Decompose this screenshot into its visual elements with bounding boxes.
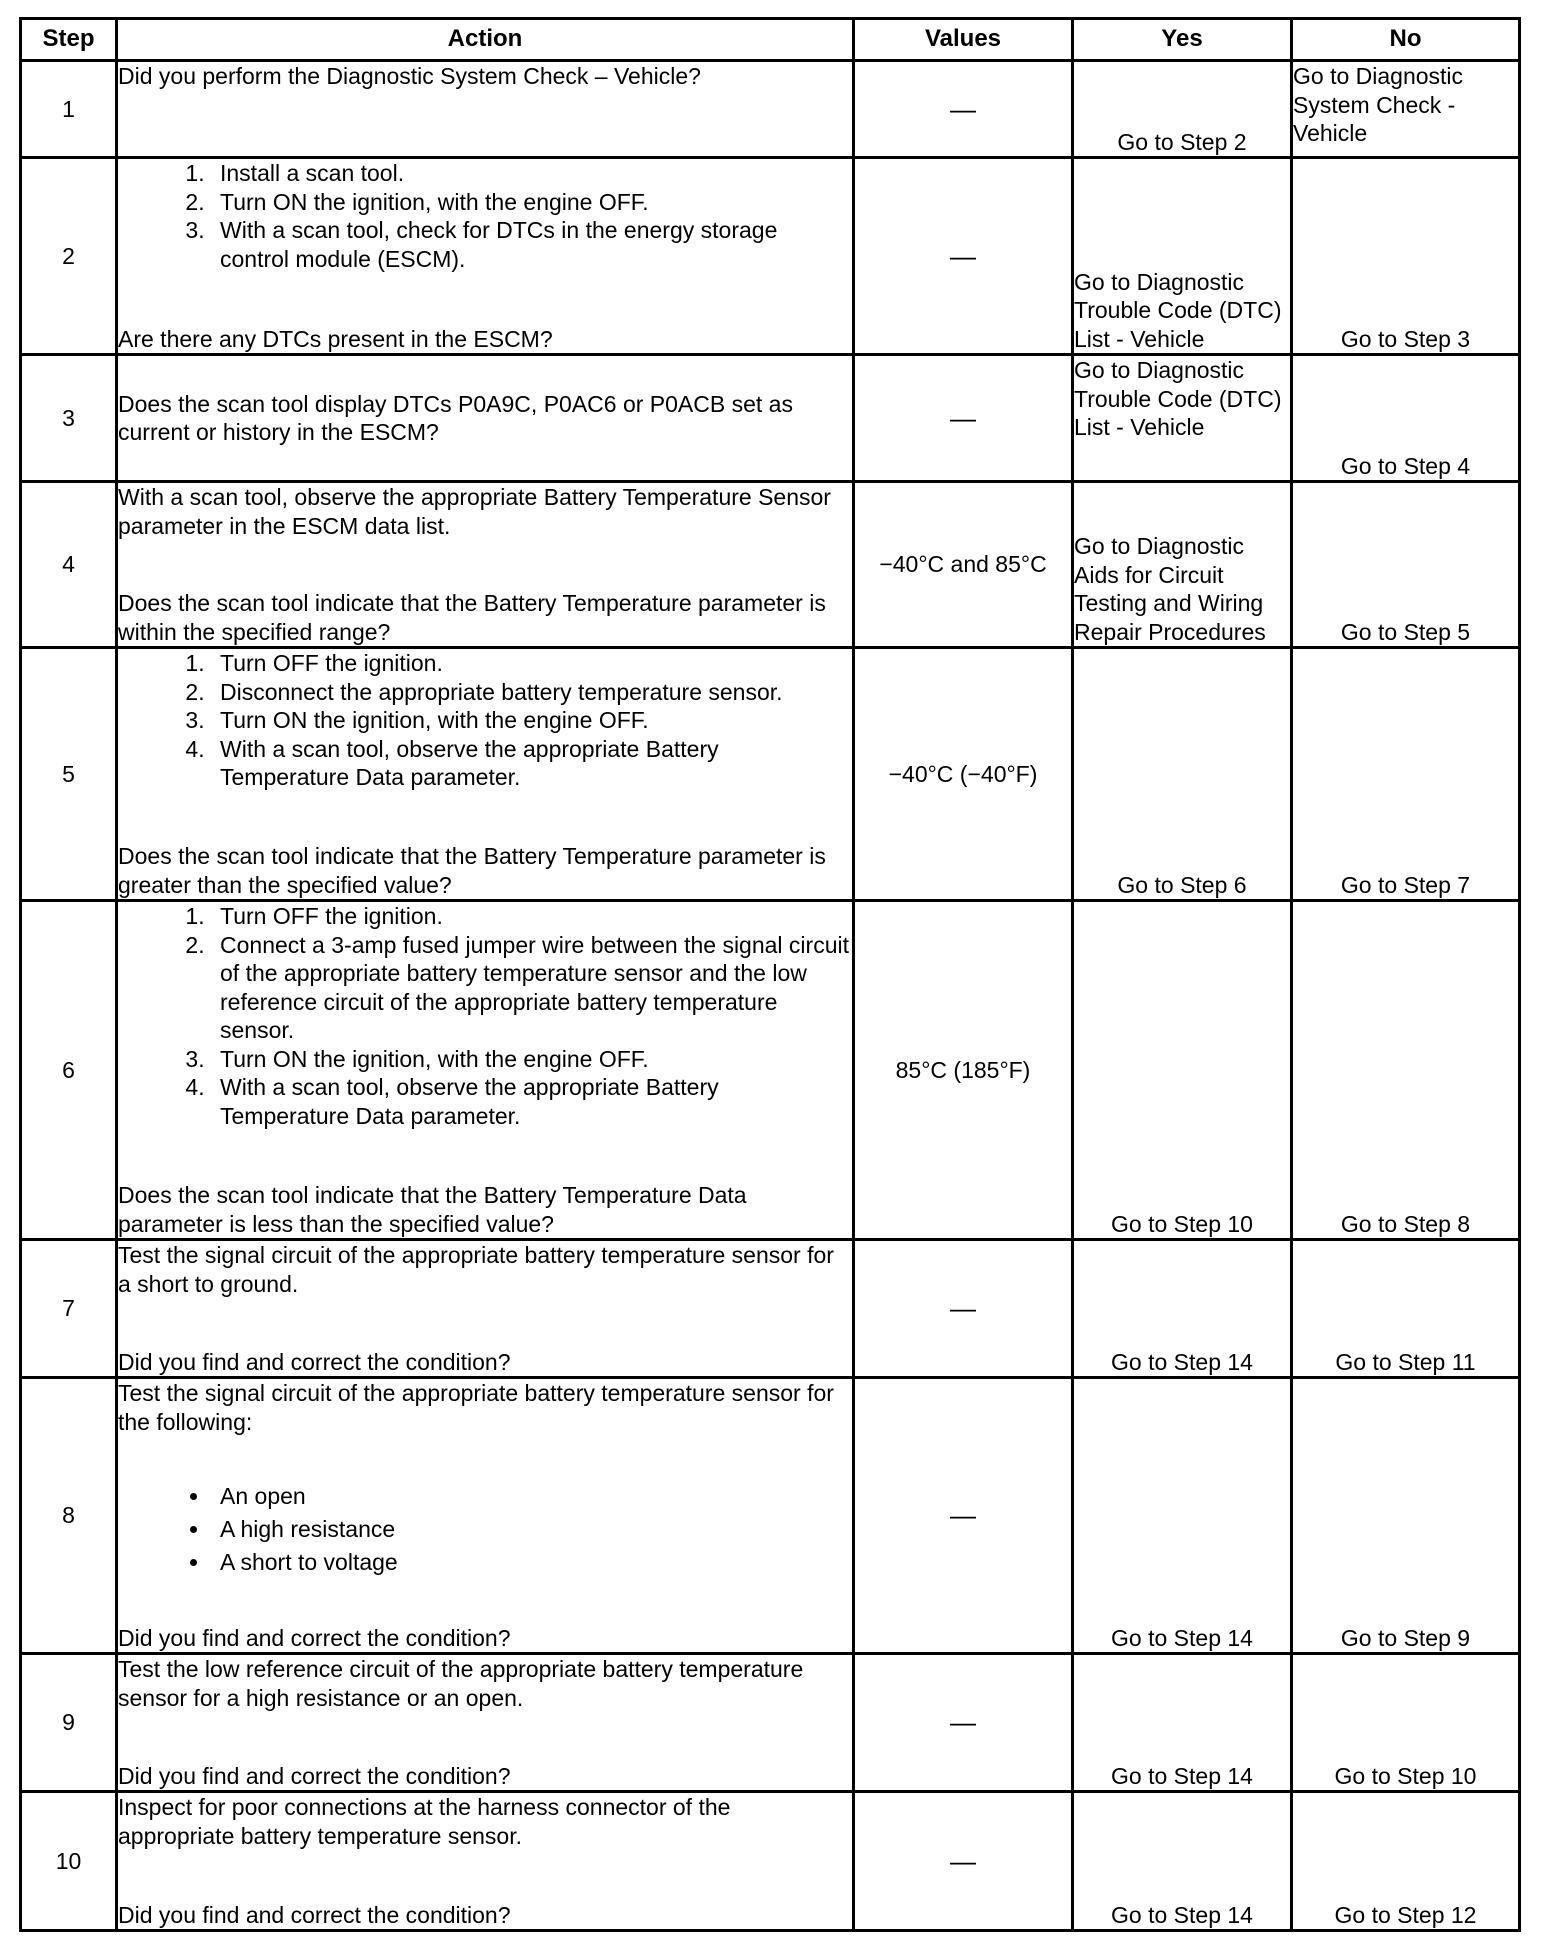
no-cell: Go to Step 5 xyxy=(1292,482,1520,648)
action-step: 3. With a scan tool, check for DTCs in the energy storage control module (ESCM). xyxy=(211,216,852,273)
action-cell xyxy=(117,1654,854,1792)
action-cell xyxy=(117,1792,854,1931)
action-step: 3. Turn ON the ignition, with the engine OFF. xyxy=(211,1045,852,1074)
action-question: Did you find and correct the condition? xyxy=(118,1348,511,1375)
step-number: 10 xyxy=(21,1792,117,1931)
no-cell: Go to Step 8 xyxy=(1292,901,1520,1240)
yes-cell: Go to Step 14 xyxy=(1073,1378,1292,1654)
step-number: 6 xyxy=(21,901,117,1240)
no-cell: Go to Diagnostic System Check - Vehicle xyxy=(1292,61,1520,158)
action-text: Inspect for poor connections at the harness connector of the appropriate battery temperature sensor. xyxy=(118,1794,731,1849)
step-number: 4 xyxy=(21,482,117,648)
no-cell: Go to Step 3 xyxy=(1292,158,1520,355)
value-cell: — xyxy=(854,158,1073,355)
step-number: 2 xyxy=(21,158,117,355)
table-row xyxy=(21,61,1520,158)
table-row xyxy=(21,648,1520,901)
action-question: Did you find and correct the condition? xyxy=(118,1624,511,1651)
value-cell: 85°C (185°F) xyxy=(854,901,1073,1240)
yes-cell: Go to Step 10 xyxy=(1073,901,1292,1240)
action-question: Did you find and correct the condition? xyxy=(118,1762,511,1789)
action-steps-list xyxy=(118,159,852,273)
value-cell: — xyxy=(854,1654,1073,1792)
value-cell: — xyxy=(854,61,1073,158)
bullet-item: • An open xyxy=(211,1480,852,1513)
action-step: 2. Disconnect the appropriate battery temperature sensor. xyxy=(211,678,852,707)
step-number: 1 xyxy=(21,61,117,158)
step-number: 5 xyxy=(21,648,117,901)
no-cell: Go to Step 10 xyxy=(1292,1654,1520,1792)
value-cell: — xyxy=(854,1240,1073,1378)
table-row xyxy=(21,482,1520,648)
value-cell: — xyxy=(854,1792,1073,1931)
action-cell xyxy=(117,1378,854,1654)
value-cell: −40°C and 85°C xyxy=(854,482,1073,648)
action-question: Does the scan tool indicate that the Battery Temperature parameter is within the specified range? xyxy=(118,590,826,645)
table-row xyxy=(21,355,1520,482)
step-number: 8 xyxy=(21,1378,117,1654)
action-question: Did you find and correct the condition? xyxy=(118,1901,511,1928)
bullet-item: • A high resistance xyxy=(211,1513,852,1546)
value-cell: — xyxy=(854,355,1073,482)
condition-bullet-list xyxy=(118,1480,852,1579)
table-header-row xyxy=(21,19,1520,61)
action-cell xyxy=(117,1240,854,1378)
header-action: Action xyxy=(117,19,854,61)
action-cell xyxy=(117,648,854,901)
table-row xyxy=(21,901,1520,1240)
action-text: Test the signal circuit of the appropriate battery temperature sensor for a short to ground. xyxy=(118,1242,834,1297)
action-cell xyxy=(117,355,854,482)
header-step: Step xyxy=(21,19,117,61)
action-cell xyxy=(117,482,854,648)
action-step: 2. Connect a 3-amp fused jumper wire between the signal circuit of the appropriate battery temperature sensor and the low reference circuit of the appropriate battery temperature sensor. xyxy=(211,931,852,1045)
action-cell xyxy=(117,61,854,158)
no-cell: Go to Step 7 xyxy=(1292,648,1520,901)
no-cell: Go to Step 11 xyxy=(1292,1240,1520,1378)
yes-cell: Go to Step 14 xyxy=(1073,1240,1292,1378)
action-text: Does the scan tool display DTCs P0A9C, P0AC6 or P0ACB set as current or history in the ESCM? xyxy=(118,390,793,445)
action-text: Test the signal circuit of the appropriate battery temperature sensor for the following: xyxy=(118,1380,834,1435)
yes-cell: Go to Diagnostic Aids for Circuit Testing and Wiring Repair Procedures xyxy=(1073,482,1292,648)
yes-cell: Go to Step 14 xyxy=(1073,1792,1292,1931)
action-question: Are there any DTCs present in the ESCM? xyxy=(118,325,553,352)
table-row xyxy=(21,1240,1520,1378)
action-cell xyxy=(117,158,854,355)
header-no: No xyxy=(1292,19,1520,61)
step-number: 7 xyxy=(21,1240,117,1378)
header-yes: Yes xyxy=(1073,19,1292,61)
action-steps-list xyxy=(118,649,852,792)
value-cell: −40°C (−40°F) xyxy=(854,648,1073,901)
yes-cell: Go to Diagnostic Trouble Code (DTC) List - Vehicle xyxy=(1073,158,1292,355)
yes-cell: Go to Diagnostic Trouble Code (DTC) List - Vehicle xyxy=(1073,355,1292,482)
diagnostic-table xyxy=(19,17,1521,1932)
action-step: 4. With a scan tool, observe the appropriate Battery Temperature Data parameter. xyxy=(211,735,852,792)
action-question: Does the scan tool indicate that the Battery Temperature parameter is greater than the specified value? xyxy=(118,843,826,898)
yes-cell: Go to Step 2 xyxy=(1073,61,1292,158)
action-cell xyxy=(117,901,854,1240)
no-cell: Go to Step 9 xyxy=(1292,1378,1520,1654)
step-number: 9 xyxy=(21,1654,117,1792)
action-step: 1. Turn OFF the ignition. xyxy=(211,902,852,931)
action-step: 1. Install a scan tool. xyxy=(211,159,852,188)
bullet-item: • A short to voltage xyxy=(211,1546,852,1579)
value-cell: — xyxy=(854,1378,1073,1654)
action-steps-list xyxy=(118,902,852,1130)
table-row xyxy=(21,1378,1520,1654)
table-row xyxy=(21,158,1520,355)
action-text: With a scan tool, observe the appropriate Battery Temperature Sensor parameter in the ESCM data list. xyxy=(118,484,831,539)
action-step: 3. Turn ON the ignition, with the engine OFF. xyxy=(211,706,852,735)
header-values: Values xyxy=(854,19,1073,61)
table-row xyxy=(21,1654,1520,1792)
action-question: Does the scan tool indicate that the Battery Temperature Data parameter is less than the specified value? xyxy=(118,1182,747,1237)
action-step: 2. Turn ON the ignition, with the engine OFF. xyxy=(211,188,852,217)
no-cell: Go to Step 12 xyxy=(1292,1792,1520,1931)
action-text: Did you perform the Diagnostic System Check – Vehicle? xyxy=(118,63,701,89)
table-row xyxy=(21,1792,1520,1931)
yes-cell: Go to Step 14 xyxy=(1073,1654,1292,1792)
action-step: 1. Turn OFF the ignition. xyxy=(211,649,852,678)
step-number: 3 xyxy=(21,355,117,482)
action-text: Test the low reference circuit of the appropriate battery temperature sensor for a high resistance or an open. xyxy=(118,1656,804,1711)
no-cell: Go to Step 4 xyxy=(1292,355,1520,482)
yes-cell: Go to Step 6 xyxy=(1073,648,1292,901)
action-step: 4. With a scan tool, observe the appropriate Battery Temperature Data parameter. xyxy=(211,1073,852,1130)
